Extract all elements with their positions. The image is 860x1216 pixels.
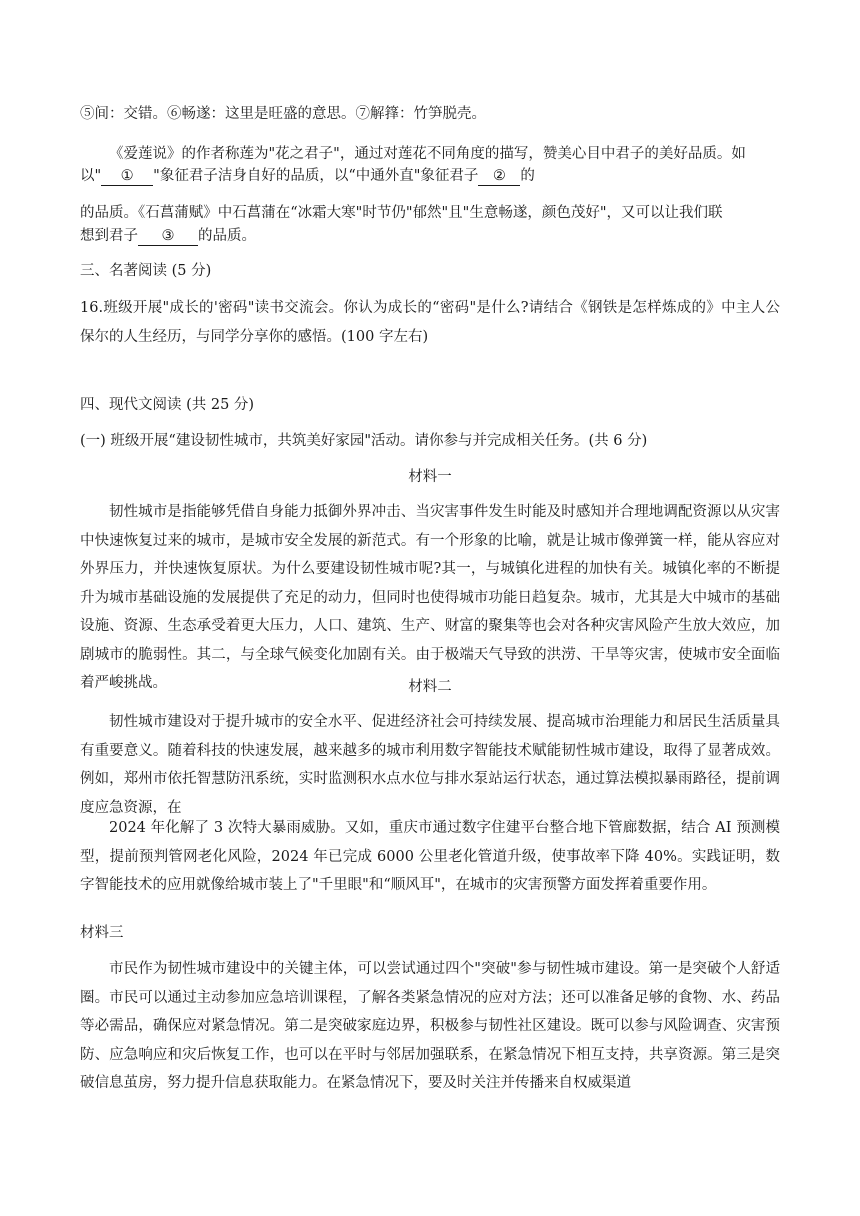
subsection-1-heading: (一) 班级开展“建设韧性城市，共筑美好家园"活动。请你参与并完成相关任务。(共 6 分): [80, 433, 648, 449]
blank-1[interactable]: ①: [101, 167, 153, 186]
section-4-heading: 四、现代文阅读 (共 25 分): [80, 397, 255, 413]
lotus-text: 的品质。: [198, 228, 256, 244]
blank-2[interactable]: ②: [478, 167, 520, 186]
material-2-text-part2: 2024 年化解了 3 次特大暴雨威胁。又如，重庆市通过数字住建平台整合地下管廊数据，结合 AI 预测模型，提前预判管网老化风险，2024 年已完成 6000 公里老化管道升级，使事故率下降 40%。实践证明，数字智能技术的应用就像给城市装上了"千里眼"和“顺风耳"，在城市的灾害预警方面发挥着重要作用。: [80, 820, 780, 893]
material-2-title: 材料二: [408, 679, 452, 695]
lotus-text: 想到君子: [80, 228, 138, 244]
lotus-text: "象征君子洁身自好的品质，以“中通外直"象征君子: [153, 168, 479, 184]
material-3-title: 材料三: [80, 925, 124, 941]
lotus-paragraph-line4: [80, 222, 780, 251]
material-1-title: 材料一: [408, 469, 452, 485]
material-2-text-part1: 韧性城市建设对于提升城市的安全水平、促进经济社会可持续发展、提高城市治理能力和居民生活质量具有重要意义。随着科技的快速发展，越来越多的城市利用数字智能技术赋能韧性城市建设，取得了显著成效。例如，郑州市依托智慧防汛系统，实时监测积水点水位与排水泵站运行状态，通过算法模拟暴雨路径，提前调度应急资源，在: [80, 714, 780, 816]
lotus-text: 以": [80, 168, 102, 184]
lotus-paragraph-line3: 的品质。《石菖蒲赋》中石菖蒲在“冰霜大寒"时节仍"郁然"且"生意畅遂，颜色茂好"，又可以让我们联: [80, 205, 723, 221]
lotus-text: 的: [520, 168, 535, 184]
lotus-paragraph-line1: 《爱莲说》的作者称莲为"花之君子"，通过对莲花不同角度的描写，赞美心目中君子的美好品质。如: [109, 146, 746, 162]
annotation-notes: ⑤间：交错。⑥畅遂：这里是旺盛的意思。⑦解箨：竹笋脱壳。: [80, 106, 486, 122]
question-16: 16.班级开展"成长的'密码"读书交流会。你认为成长的“密码"是什么?请结合《钢铁是怎样炼成的》中主人公保尔的人生经历，与同学分享你的感悟。(100 字左右): [80, 300, 780, 345]
lotus-paragraph-line2: [80, 162, 780, 191]
material-3-text: 市民作为韧性城市建设中的关键主体，可以尝试通过四个"突破"参与韧性城市建设。第一是突破个人舒适圈。市民可以通过主动参加应急培训课程，了解各类紧急情况的应对方法；还可以准备足够的食物、水、药品等必需品，确保应对紧急情况。第二是突破家庭边界，积极参与韧性社区建设。既可以参与风险调查、灾害预防、应急响应和灾后恢复工作，也可以在平时与邻居加强联系，在紧急情况下相互支持，共享资源。第三是突破信息茧房，努力提升信息获取能力。在紧急情况下，要及时关注并传播来自权威渠道: [80, 961, 780, 1091]
blank-3[interactable]: ③: [138, 227, 198, 246]
section-3-heading: 三、名著阅读 (5 分): [80, 263, 212, 279]
material-1-text: 韧性城市是指能够凭借自身能力抵御外界冲击、当灾害事件发生时能及时感知并合理地调配资源以从灾害中快速恢复过来的城市，是城市安全发展的新范式。有一个形象的比喻，就是让城市像弹簧一样，能从容应对外界压力，并快速恢复原状。为什么要建设韧性城市呢?其一，与城镇化进程的加快有关。城镇化率的不断提升为城市基础设施的发展提供了充足的动力，但同时也使得城市功能日趋复杂。城市，尤其是大中城市的基础设施、资源、生态承受着更大压力，人口、建筑、生产、财富的聚集等也会对各种灾害风险产生放大效应，加剧城市的脆弱性。其二，与全球气候变化加剧有关。由于极端天气导致的洪涝、干旱等灾害，使城市安全面临着严峻挑战。: [80, 504, 780, 691]
